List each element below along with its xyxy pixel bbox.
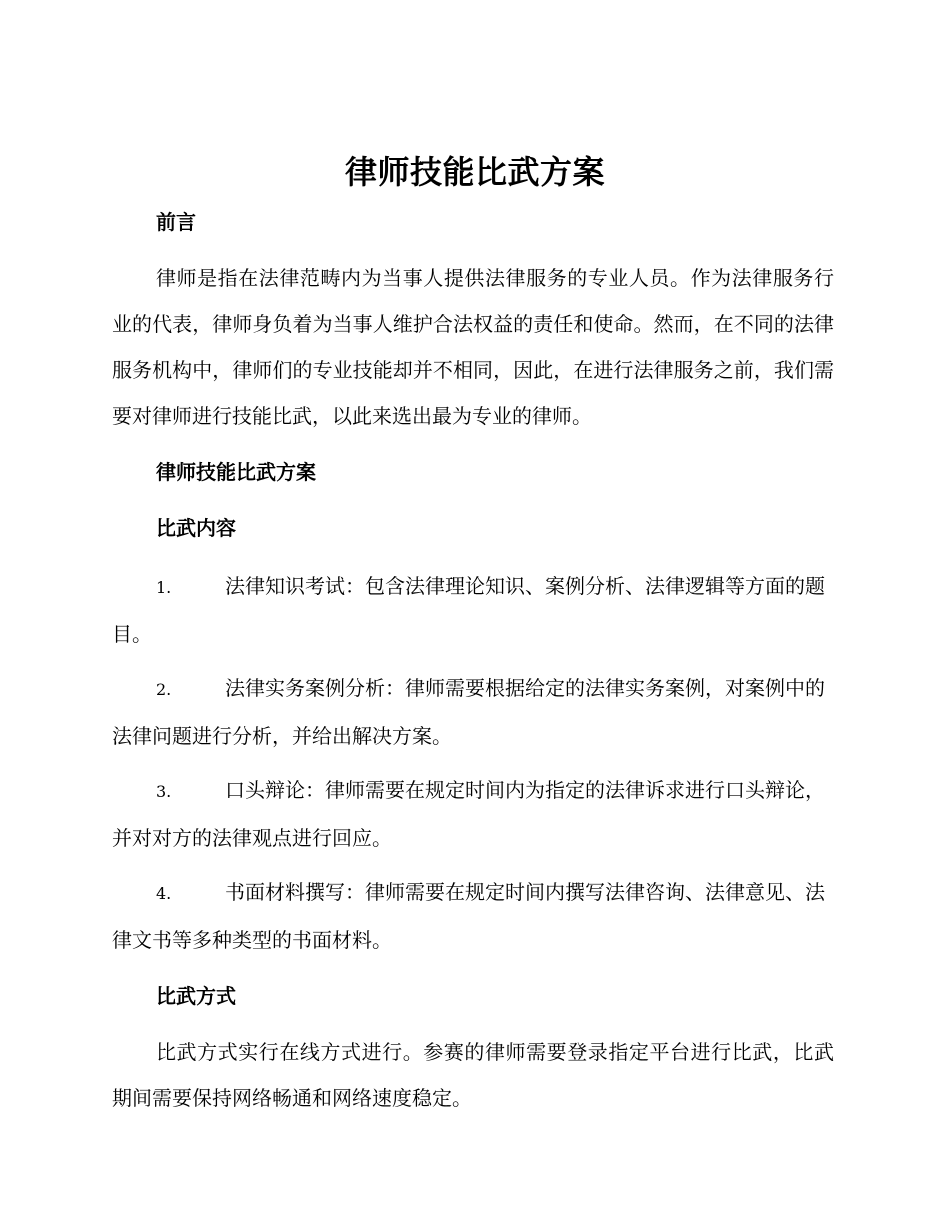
- list-item-text: 法律实务案例分析：律师需要根据给定的法律实务案例，对案例中的法律问题进行分析，并给出解决方案。: [112, 676, 825, 748]
- list-item-number: 3.: [156, 782, 172, 801]
- list-item: [112, 665, 834, 759]
- list-item-number: 2.: [156, 680, 172, 699]
- list-item-text: 法律知识考试：包含法律理论知识、案例分析、法律逻辑等方面的题目。: [112, 574, 825, 646]
- document-title: 律师技能比武方案: [344, 153, 605, 191]
- plan-heading: 律师技能比武方案: [156, 460, 316, 484]
- method-heading: 比武方式: [156, 984, 236, 1008]
- preface-heading: 前言: [156, 210, 196, 234]
- list-item-number: 4.: [156, 884, 172, 903]
- list-item-number: 1.: [156, 578, 172, 597]
- list-item-text: 书面材料撰写：律师需要在规定时间内撰写法律咨询、法律意见、法律文书等多种类型的书面材料。: [112, 880, 825, 952]
- list-item: [112, 767, 834, 861]
- list-item: [112, 869, 834, 963]
- list-item: [112, 563, 834, 657]
- list-item-text: 口头辩论：律师需要在规定时间内为指定的法律诉求进行口头辩论，并对对方的法律观点进行回应。: [112, 778, 825, 850]
- preface-paragraph: 律师是指在法律范畴内为当事人提供法律服务的专业人员。作为法律服务行业的代表，律师身负着为当事人维护合法权益的责任和使命。然而，在不同的法律服务机构中，律师们的专业技能却并不相同，因此，在进行法律服务之前，我们需要对律师进行技能比武，以此来选出最为专业的律师。: [112, 266, 834, 428]
- method-paragraph: 比武方式实行在线方式进行。参赛的律师需要登录指定平台进行比武，比武期间需要保持网络畅通和网络速度稳定。: [112, 1040, 834, 1110]
- content-heading: 比武内容: [156, 516, 236, 540]
